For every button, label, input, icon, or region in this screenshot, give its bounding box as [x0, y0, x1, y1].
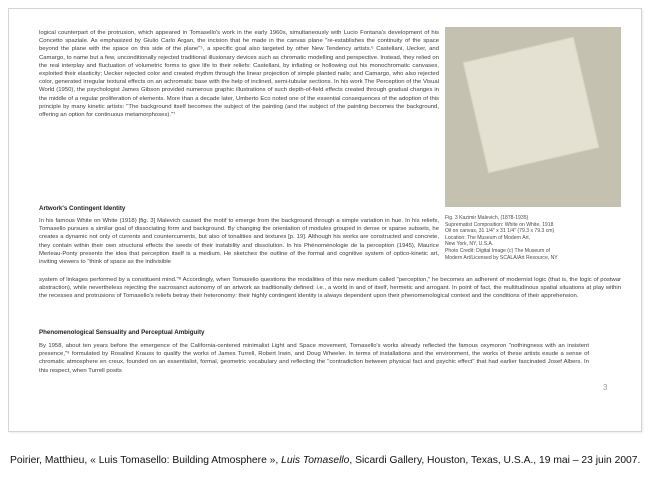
caption-line: Modern Art/Licensed by SCALA/Art Resource, NY: [445, 254, 558, 261]
caption-line: Oil on canvas, 31 1/4" x 31 1/4" (79.3 x 79.3 cm): [445, 228, 555, 235]
caption-line: Photo Credit: Digital Image (c) The Museum of: [445, 247, 550, 254]
figure-caption: [445, 215, 623, 261]
caption-line: New York, NY, U.S.A.: [445, 241, 494, 248]
section-heading-contingent-identity: Artwork's Contingent Identity: [39, 205, 126, 212]
section1-paragraph-a: In his famous White on White (1918) [fig. 3] Malevich caused the motif to emerge from the background through a simple variation in hue. In his reliefs, Tomasello pursues a similar goal of dissociating form and background. By changing the orientation of modules grouped in dense or sparse subsets, he creates a dynamic not only of currents and countercurrents, but also of tonalities and textures [p. 19]. Although his works are constructed and concrete, they contain within their own structural effects the seeds of their instability and dissolution. In his Phénoménologie de la perception (1945), Maurice Merleau-Ponty presents the idea that perception itself is a medium. He sketches the outline of the formal and cognitive system of optico-kinetic art, inviting viewers to "think of space as the indivisible: [39, 218, 439, 266]
caption-line: Fig. 3 Kazimir Malevich, (1878-1935): [445, 215, 529, 221]
citation-author-title: Poirier, Matthieu, « Luis Tomasello: Building Atmosphere »,: [10, 455, 282, 466]
section-heading-phenomenological: Phenomenological Sensuality and Perceptual Ambiguity: [39, 329, 205, 336]
white-square-shape: [464, 38, 598, 172]
citation-book-title: Luis Tomasello: [281, 455, 350, 466]
citation-details: , Sicardi Gallery, Houston, Texas, U.S.A., 19 mai – 23 juin 2007.: [349, 455, 641, 466]
document-page: [8, 8, 642, 432]
caption-line: Location: The Museum of Modern Art,: [445, 234, 531, 241]
section1-paragraph-b: system of linkages performed by a constituent mind."⁸ Accordingly, when Tomasello questions the modalities of this new medium called "perception," he becomes an adherent of modernist logic (that is, the logic of postwar abstraction), while nevertheless rejecting the sacrosanct autonomy of an artwork as traditionally defined: i.e., a world in and of itself, hermetic and arrogant. In point of fact, the multitudinous spatial situations at play within the recesses and protrusions of Tomasello's reliefs betray their heteronomy: their highly contingent identity is always dependent upon their phenomenological context and the conditions of their apprehension.: [39, 277, 621, 300]
intro-paragraph: logical counterpart of the protrusion, which appeared in Tomasello's work in the early 1960s, simultaneously with Lucio Fontana's development of his Concetto spaziale. As emphasized by Giulio Carlo Argan, the incision that he made in the canvas plane "re-establishes the continuity of the space beyond the plane with the space on this side of the plane"⁵, a specific goal also targeted by other New Tendency artists.⁶ Castellani, Uecker, and Camargo, to name but a few, unconditionally rejected traditional illusionary devices such as chromatic modelling and perspective. Instead, they relied on the real interplay and fluctuation of volumetric forms to give life to their reliefs: Castellani, by infiating or hollowing out his monochromatic canvases, exploited their elasticity; Uecker rejected color and created rhythm through the linear projection of simple planted nails; and Camargo, who also rejected color, generated irregular textural effects on an achromatic base with the help of inclined, semi-tubular sections. In his work The Perception of the Visual World (1950), the psychologist James Gibson provided numerous graphic illustrations of such depth-of-field effects created through gradual changes in the middle of a regular proliferation of elements. More than a decade later, Umberto Eco noted one of the essential consequences of the adoption of this principle by many kinetic artists: "The background itself becomes the subject of the painting (and the subject of the painting becomes the background, offering an option for continuous metamorphoses)."⁷: [39, 30, 439, 119]
section2-paragraph: By 1958, about ten years before the emergence of the California-centered minimalist Light and Space movement, Tomasello's works already reflected the famous oxymoron "nothingness with an insistent presence,"⁹ formulated by Rosalind Krauss to qualify the works of James Turrell, Robert Irwin, and Doug Wheeler. In terms of installations and the environment, the works of these artists exude a sense of chromatic atmosphere en creux, founded on an essentialist, formal, geometric vocabulary and reflecting the "contradiction between physical fact and psychic effect" that had earlier fascinated Josef Albers. In this respect, when Turrell posits: [39, 343, 589, 374]
citation-line: [10, 455, 640, 466]
malevich-artwork-image: [445, 27, 621, 207]
page-number: 3: [603, 383, 608, 392]
caption-line: Suprematist Composition: White on White, 1918: [445, 221, 554, 228]
